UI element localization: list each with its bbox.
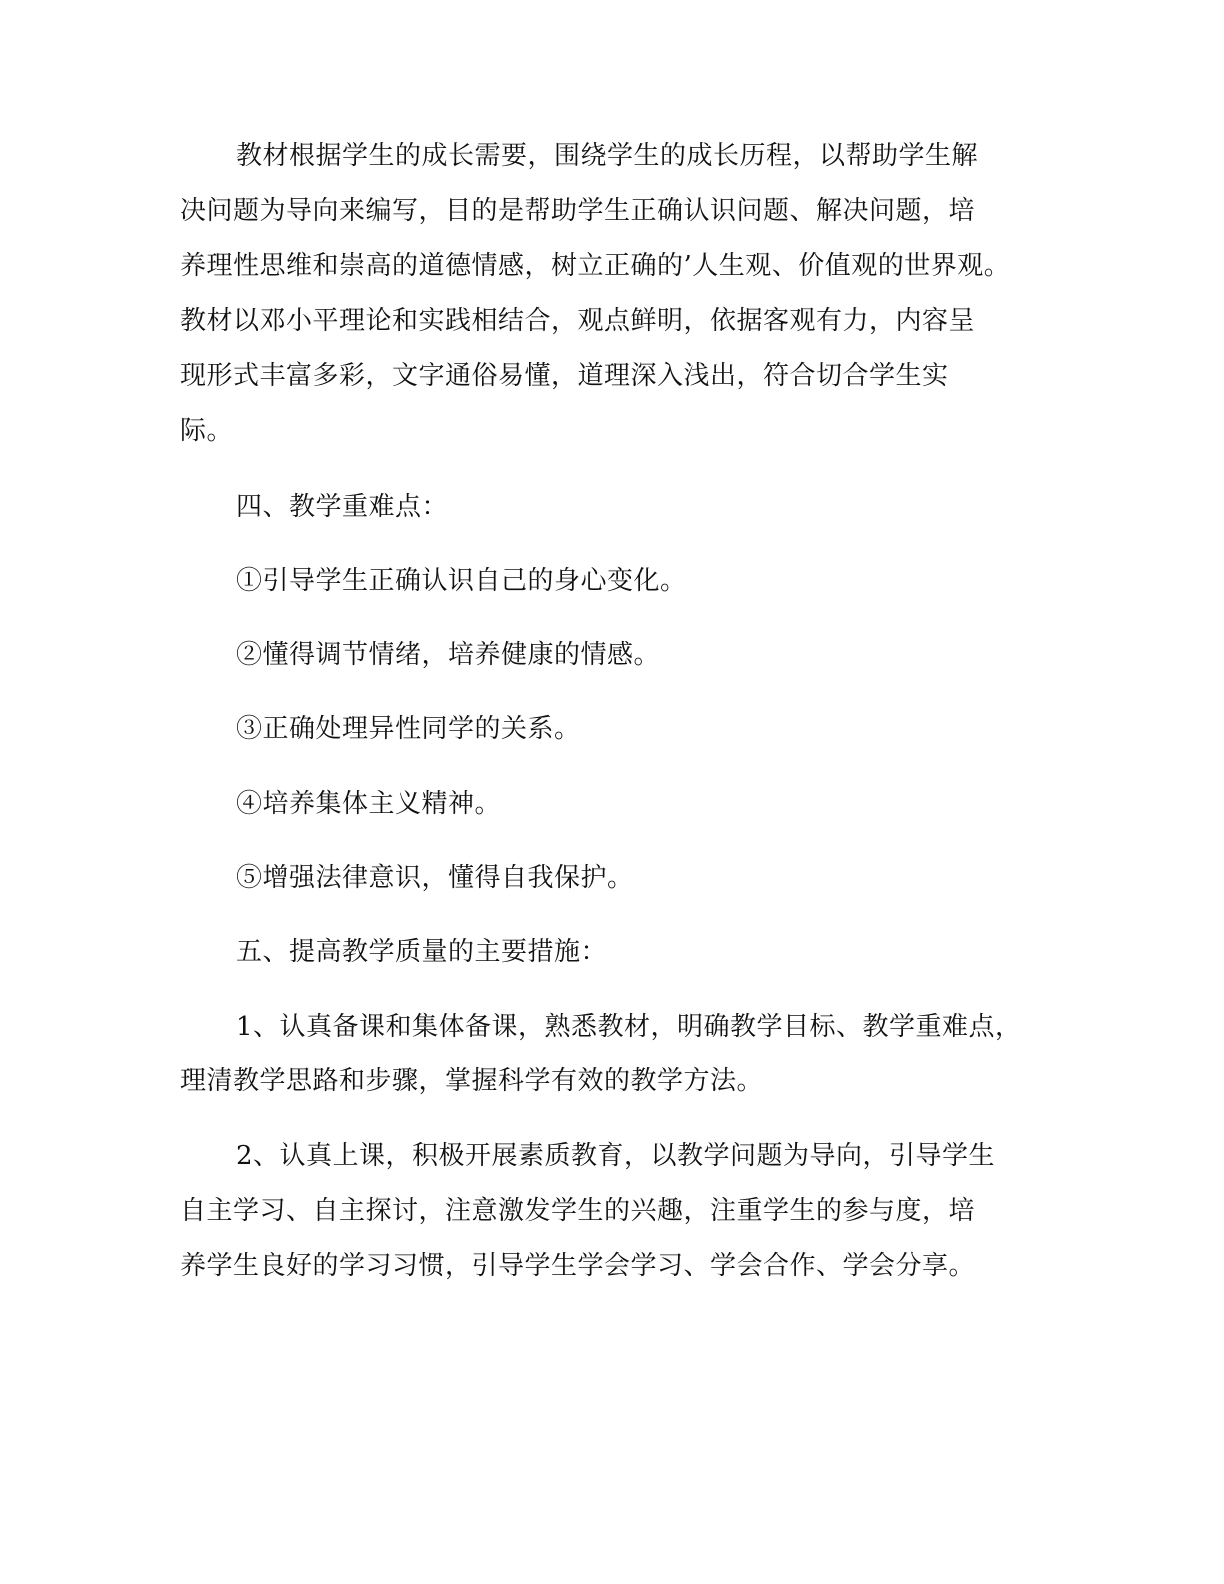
paragraph-line: 教材以邓小平理论和实践相结合，观点鲜明，依据客观有力，内容呈 — [180, 306, 976, 336]
paragraph-line: 养学生良好的学习习惯，引导学生学会学习、学会合作、学会分享。 — [180, 1251, 976, 1281]
paragraph-line: 教材根据学生的成长需要，围绕学生的成长历程，以帮助学生解 — [236, 141, 979, 171]
list-item: ⑤增强法律意识，懂得自我保护。 — [236, 863, 634, 893]
list-item: ①引导学生正确认识自己的身心变化。 — [236, 566, 687, 596]
paragraph-line: 养理性思维和崇高的道德情感，树立正确的’人生观、价值观的世界观。 — [180, 251, 1011, 281]
paragraph-line: 2、认真上课，积极开展素质教育，以教学问题为导向，引导学生 — [236, 1141, 996, 1171]
paragraph-line: 现形式丰富多彩，文字通俗易懂，道理深入浅出，符合切合学生实 — [180, 361, 949, 391]
paragraph-line: 自主学习、自主探讨，注意激发学生的兴趣，注重学生的参与度，培 — [180, 1196, 976, 1226]
section-heading: 四、教学重难点： — [236, 492, 449, 522]
list-item: ②懂得调节情绪，培养健康的情感。 — [236, 640, 661, 670]
list-item: ④培养集体主义精神。 — [236, 789, 502, 819]
paragraph-line: 理清教学思路和步骤，掌握科学有效的教学方法。 — [180, 1066, 764, 1096]
paragraph-line: 际。 — [180, 416, 234, 446]
section-heading: 五、提高教学质量的主要措施： — [236, 937, 608, 967]
paragraph-line: 决问题为导向来编写，目的是帮助学生正确认识问题、解决问题，培 — [180, 196, 976, 226]
paragraph-line: 1、认真备课和集体备课，熟悉教材，明确教学目标、教学重难点， — [236, 1012, 1022, 1042]
list-item: ③正确处理异性同学的关系。 — [236, 714, 581, 744]
